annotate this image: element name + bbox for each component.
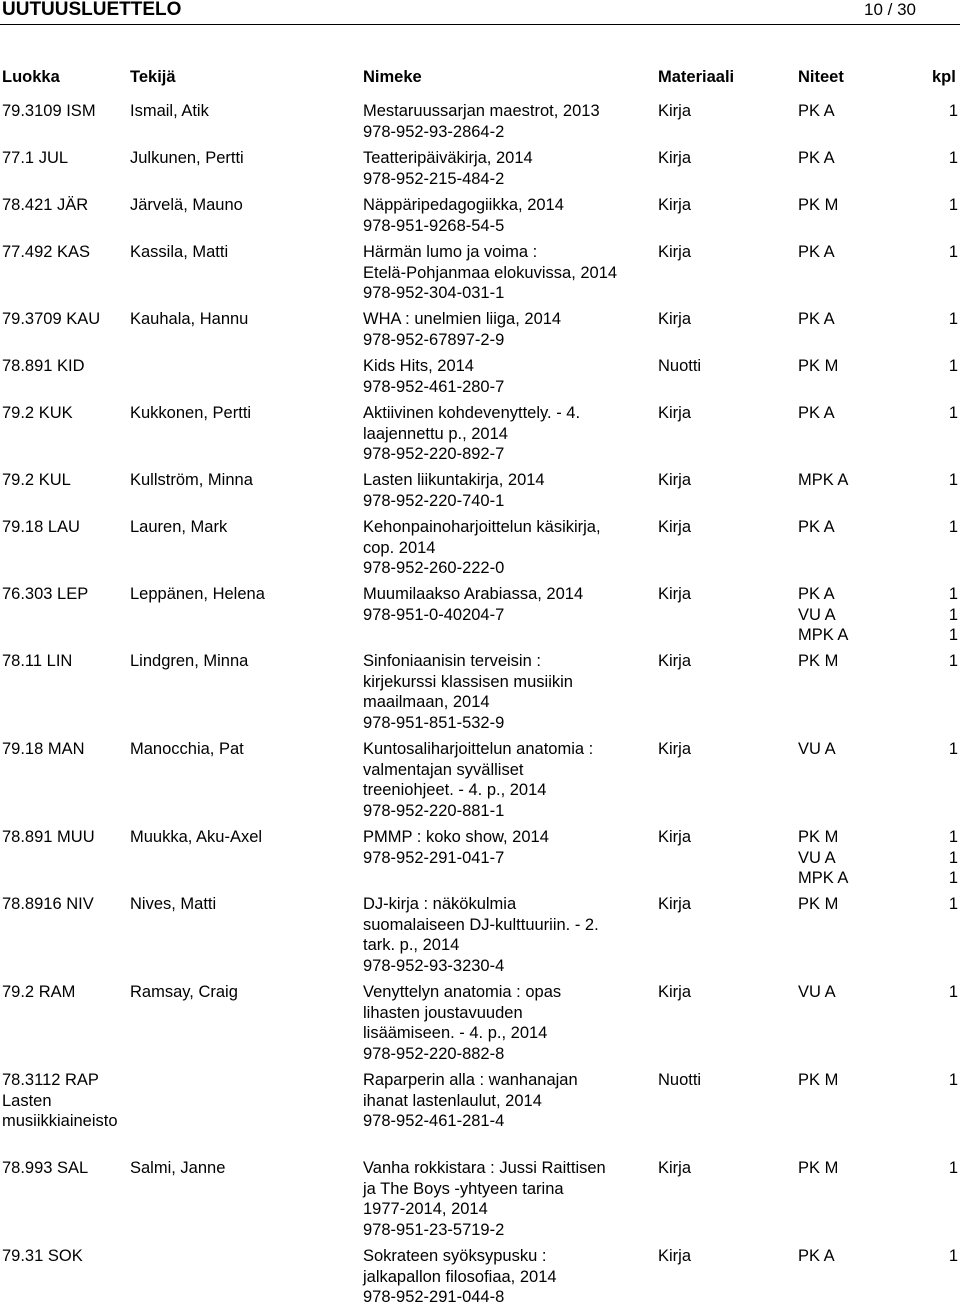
author-name: Järvelä, Mauno: [130, 196, 243, 214]
title-line: kirjekurssi klassisen musiikin: [363, 672, 573, 691]
copy-count: 1: [948, 1247, 958, 1265]
copy-count-cell: [930, 148, 958, 169]
copy-count: 1: [948, 196, 958, 214]
author-name: Nives, Matti: [130, 895, 217, 913]
copy-count-cell: [930, 356, 958, 377]
copy-count-cell: [930, 309, 958, 330]
copy-count: 1: [948, 585, 958, 603]
title-cell: [363, 195, 653, 236]
classification-code: 78.421 JÄR: [2, 196, 89, 214]
copy-count-cell: [930, 651, 958, 672]
column-header-luokka: Luokka: [2, 68, 60, 86]
title-cell: [363, 309, 653, 350]
holdings-cell: [798, 651, 918, 672]
material-type: Kirja: [658, 310, 692, 328]
copy-count: 1: [948, 149, 958, 167]
title-line: Kids Hits, 2014: [363, 357, 474, 375]
holding-location: PK M: [798, 1071, 839, 1089]
holding-location: PK M: [798, 895, 839, 913]
copy-count: 1: [948, 471, 958, 489]
material-type: Kirja: [658, 471, 692, 489]
holding-location: PK A: [798, 1247, 835, 1265]
title-line: Kehonpainoharjoittelun käsikirja,: [363, 518, 601, 536]
column-header-niteet: Niteet: [798, 68, 844, 86]
title-line: ihanat lastenlaulut, 2014: [363, 1091, 542, 1110]
holding-location: PK M: [798, 357, 839, 375]
title-line: Vanha rokkistara : Jussi Raittisen: [363, 1159, 606, 1177]
title-line: Muumilaakso Arabiassa, 2014: [363, 585, 584, 603]
copy-count-cell: [930, 242, 958, 263]
holding-location: MPK A: [798, 471, 849, 489]
holdings-cell: [798, 101, 918, 122]
title-cell: [363, 1158, 653, 1241]
isbn: 978-952-220-882-8: [363, 1045, 505, 1064]
material-type: Kirja: [658, 585, 692, 603]
copy-count-cell: [930, 982, 958, 1003]
author-name: Lindgren, Minna: [130, 652, 249, 670]
author-name: Kukkonen, Pertti: [130, 404, 252, 422]
title-line: laajennettu p., 2014: [363, 424, 508, 443]
title-line: tark. p., 2014: [363, 936, 460, 955]
title-line: Sinfoniaanisin terveisin :: [363, 652, 541, 670]
holding-location: PK M: [798, 1159, 839, 1177]
copy-count: 1: [948, 1071, 958, 1089]
holdings-cell: [798, 309, 918, 330]
document-title: UUTUUSLUETTELO: [2, 0, 182, 20]
classification-code: 76.303 LEP: [2, 585, 89, 603]
isbn: 978-952-220-740-1: [363, 491, 505, 510]
copy-count: 1: [948, 895, 958, 913]
title-cell: [363, 517, 653, 579]
title-cell: [363, 1070, 653, 1132]
material-type: Kirja: [658, 652, 692, 670]
material-type: Kirja: [658, 404, 692, 422]
author-name: Leppänen, Helena: [130, 585, 265, 603]
holdings-cell: [798, 148, 918, 169]
classification-code: 77.1 JUL: [2, 149, 69, 167]
holdings-cell: [798, 356, 918, 377]
classification-code: 78.11 LIN: [2, 652, 73, 670]
title-line: cop. 2014: [363, 538, 436, 557]
title-cell: [363, 403, 653, 465]
title-line: Härmän lumo ja voima :: [363, 243, 538, 261]
isbn: 978-952-291-044-8: [363, 1288, 505, 1307]
title-line: jalkapallon filosofiaa, 2014: [363, 1267, 557, 1286]
column-header-tekija: Tekijä: [130, 68, 176, 86]
isbn: 978-952-260-222-0: [363, 559, 505, 578]
holding-location: VU A: [798, 983, 836, 1001]
copy-count-cell: [930, 517, 958, 538]
copy-count-cell: [930, 1246, 958, 1267]
title-line: Mestaruussarjan maestrot, 2013: [363, 102, 600, 120]
copy-count: 1: [948, 869, 958, 888]
title-line: Etelä-Pohjanmaa elokuvissa, 2014: [363, 263, 618, 282]
classification-code: 79.18 MAN: [2, 740, 85, 758]
title-line: lihasten joustavuuden: [363, 1003, 523, 1022]
holdings-cell: [798, 1070, 918, 1091]
copy-count-cell: [930, 470, 958, 491]
holdings-cell: [798, 827, 918, 889]
title-line: ja The Boys -yhtyeen tarina: [363, 1179, 564, 1198]
title-cell: [363, 148, 653, 189]
copy-count-cell: [930, 101, 958, 122]
classification-code: 78.3112 RAP Lasten musiikkiaineisto: [2, 1071, 118, 1131]
holding-location: PK M: [798, 652, 839, 670]
holding-location: PK A: [798, 149, 835, 167]
copy-count-cell: [930, 739, 958, 760]
holding-location: PK M: [798, 828, 839, 846]
holding-location: PK A: [798, 518, 835, 536]
copy-count-cell: [930, 195, 958, 216]
holdings-cell: [798, 894, 918, 915]
isbn: 978-952-220-892-7: [363, 445, 505, 464]
material-type: Kirja: [658, 196, 692, 214]
isbn: 978-952-291-041-7: [363, 848, 505, 867]
holding-location: PK A: [798, 102, 835, 120]
copy-count: 1: [948, 605, 958, 624]
classification-code: 79.18 LAU: [2, 518, 80, 536]
title-cell: [363, 982, 653, 1065]
title-line: WHA : unelmien liiga, 2014: [363, 310, 562, 328]
holding-location: PK M: [798, 196, 839, 214]
holding-location: MPK A: [798, 869, 849, 888]
classification-code: 78.891 MUU: [2, 828, 95, 846]
title-cell: [363, 1246, 653, 1308]
header-divider: [0, 24, 960, 25]
isbn: 978-951-23-5719-2: [363, 1221, 505, 1240]
classification-code: 79.2 RAM: [2, 983, 76, 1001]
isbn: 978-952-304-031-1: [363, 284, 505, 303]
title-cell: [363, 827, 653, 868]
classification-code: 79.2 KUK: [2, 404, 73, 422]
material-type: Kirja: [658, 740, 692, 758]
title-line: Raparperin alla : wanhanajan: [363, 1071, 578, 1089]
title-line: Kuntosaliharjoittelun anatomia :: [363, 740, 594, 758]
classification-code: 79.3709 KAU: [2, 310, 101, 328]
copy-count: 1: [948, 243, 958, 261]
material-type: Nuotti: [658, 357, 702, 375]
classification-code: 79.31 SOK: [2, 1247, 83, 1265]
title-line: Lasten liikuntakirja, 2014: [363, 471, 545, 489]
isbn: 978-952-215-484-2: [363, 169, 505, 188]
holdings-cell: [798, 195, 918, 216]
column-header-kpl: kpl: [932, 68, 956, 86]
author-name: Lauren, Mark: [130, 518, 228, 536]
title-cell: [363, 101, 653, 142]
title-line: Teatteripäiväkirja, 2014: [363, 149, 533, 167]
title-cell: [363, 584, 653, 625]
isbn: 978-952-93-2864-2: [363, 122, 505, 141]
title-line: DJ-kirja : näkökulmia: [363, 895, 517, 913]
author-name: Kassila, Matti: [130, 243, 229, 261]
author-name: Muukka, Aku-Axel: [130, 828, 263, 846]
copy-count: 1: [948, 983, 958, 1001]
copy-count: 1: [948, 848, 958, 867]
classification-code: 77.492 KAS: [2, 243, 91, 261]
author-name: Kullström, Minna: [130, 471, 253, 489]
column-header-nimeke: Nimeke: [363, 68, 422, 86]
title-line: Aktiivinen kohdevenyttely. - 4.: [363, 404, 581, 422]
holding-location: PK A: [798, 243, 835, 261]
holdings-cell: [798, 982, 918, 1003]
holding-location: PK A: [798, 404, 835, 422]
classification-code: 78.8916 NIV: [2, 895, 94, 913]
material-type: Kirja: [658, 243, 692, 261]
title-cell: [363, 894, 653, 977]
isbn: 978-952-67897-2-9: [363, 330, 505, 349]
title-line: Venyttelyn anatomia : opas: [363, 983, 562, 1001]
material-type: Kirja: [658, 518, 692, 536]
title-line: valmentajan syvälliset: [363, 760, 524, 779]
title-line: maailmaan, 2014: [363, 693, 490, 712]
title-line: suomalaiseen DJ-kulttuuriin. - 2.: [363, 915, 599, 934]
copy-count-cell: [930, 584, 958, 646]
copy-count: 1: [948, 652, 958, 670]
copy-count: 1: [948, 310, 958, 328]
title-line: PMMP : koko show, 2014: [363, 828, 549, 846]
copy-count-cell: [930, 1070, 958, 1091]
classification-code: 78.891 KID: [2, 357, 85, 375]
page-header: [0, 0, 960, 26]
title-line: lisäämiseen. - 4. p., 2014: [363, 1024, 548, 1043]
copy-count-cell: [930, 1158, 958, 1179]
holding-location: MPK A: [798, 626, 849, 645]
material-type: Kirja: [658, 102, 692, 120]
material-type: Nuotti: [658, 1071, 702, 1089]
title-line: Sokrateen syöksypusku :: [363, 1247, 547, 1265]
copy-count: 1: [948, 740, 958, 758]
author-name: Ismail, Atik: [130, 102, 209, 120]
holding-location: VU A: [798, 605, 836, 624]
copy-count: 1: [948, 404, 958, 422]
copy-count: 1: [948, 828, 958, 846]
page-number: 10 / 30: [864, 0, 916, 19]
holding-location: PK A: [798, 310, 835, 328]
copy-count: 1: [948, 1159, 958, 1177]
classification-code: 79.2 KUL: [2, 471, 71, 489]
holding-location: PK A: [798, 585, 835, 603]
isbn: 978-951-0-40204-7: [363, 605, 505, 624]
holdings-cell: [798, 470, 918, 491]
holding-location: VU A: [798, 848, 836, 867]
holdings-cell: [798, 1158, 918, 1179]
author-name: Kauhala, Hannu: [130, 310, 249, 328]
material-type: Kirja: [658, 983, 692, 1001]
isbn: 978-952-461-280-7: [363, 377, 505, 396]
holding-location: VU A: [798, 740, 836, 758]
material-type: Kirja: [658, 1159, 692, 1177]
title-cell: [363, 470, 653, 511]
copy-count-cell: [930, 403, 958, 424]
author-name: Salmi, Janne: [130, 1159, 226, 1177]
material-type: Kirja: [658, 828, 692, 846]
author-name: Ramsay, Craig: [130, 983, 238, 1001]
material-type: Kirja: [658, 895, 692, 913]
title-line: treeniohjeet. - 4. p., 2014: [363, 781, 547, 800]
copy-count: 1: [948, 518, 958, 536]
author-name: Manocchia, Pat: [130, 740, 244, 758]
isbn: 978-952-93-3230-4: [363, 957, 505, 976]
author-name: Julkunen, Pertti: [130, 149, 244, 167]
copy-count: 1: [948, 102, 958, 120]
isbn: 978-952-461-281-4: [363, 1112, 505, 1131]
isbn: 978-952-220-881-1: [363, 802, 505, 821]
column-header-materiaali: Materiaali: [658, 68, 735, 86]
title-cell: [363, 651, 653, 734]
holdings-cell: [798, 242, 918, 263]
material-type: Kirja: [658, 1247, 692, 1265]
isbn: 978-951-851-532-9: [363, 714, 505, 733]
copy-count: 1: [948, 357, 958, 375]
title-cell: [363, 356, 653, 397]
holdings-cell: [798, 403, 918, 424]
classification-code: 79.3109 ISM: [2, 102, 96, 120]
title-cell: [363, 242, 653, 304]
title-line: 1977-2014, 2014: [363, 1200, 488, 1219]
classification-code: 78.993 SAL: [2, 1159, 89, 1177]
copy-count: 1: [948, 626, 958, 645]
isbn: 978-951-9268-54-5: [363, 216, 505, 235]
material-type: Kirja: [658, 149, 692, 167]
copy-count-cell: [930, 894, 958, 915]
title-line: Näppäripedagogiikka, 2014: [363, 196, 564, 214]
holdings-cell: [798, 1246, 918, 1267]
holdings-cell: [798, 739, 918, 760]
title-cell: [363, 739, 653, 822]
holdings-cell: [798, 584, 918, 646]
copy-count-cell: [930, 827, 958, 889]
holdings-cell: [798, 517, 918, 538]
